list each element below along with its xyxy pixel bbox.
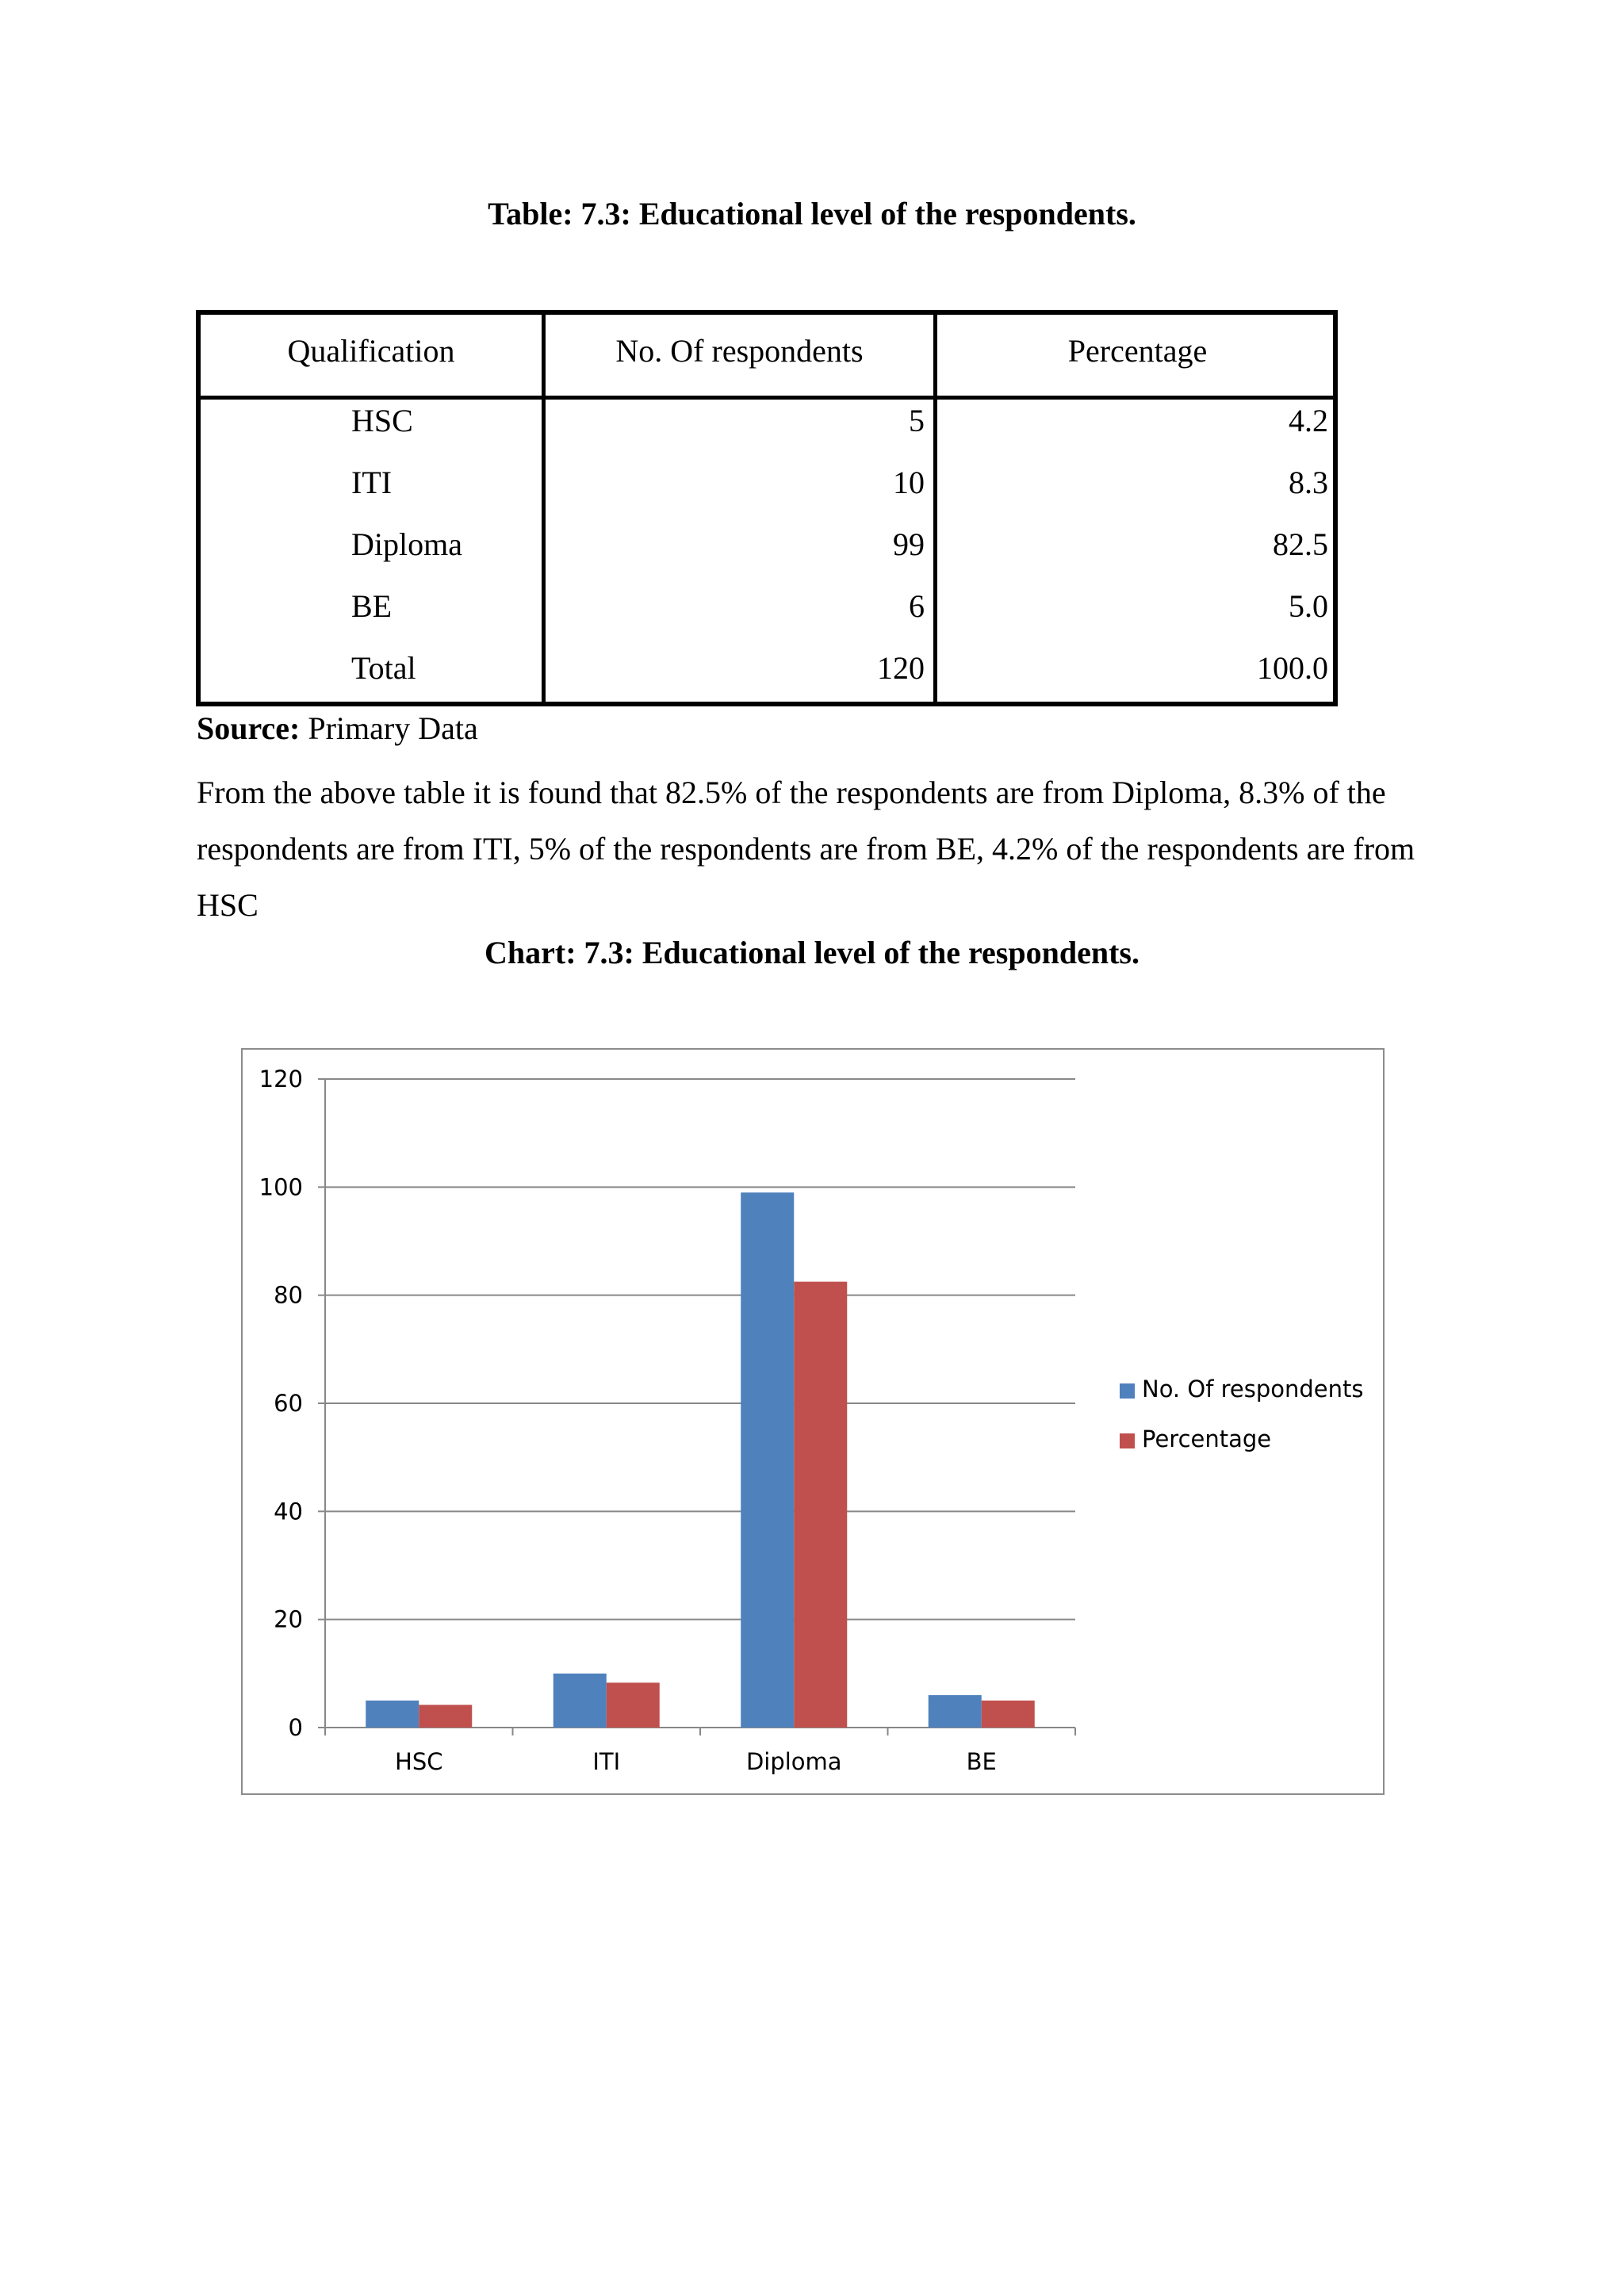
cell-qualification: BE (351, 588, 393, 624)
bar-respondents (929, 1695, 982, 1728)
bar-respondents (741, 1192, 794, 1728)
cell-respondents: 5 (909, 403, 925, 438)
cell-percentage: 100.0 (1257, 650, 1328, 686)
cell-percentage: 5.0 (1289, 588, 1328, 624)
column-divider (542, 315, 546, 702)
bar-percentage (982, 1701, 1035, 1728)
header-respondents: No. Of respondents (615, 333, 864, 369)
cell-respondents: 99 (893, 526, 925, 562)
bar-chart (243, 1050, 1383, 1793)
source-label: Source: (197, 710, 301, 746)
y-tick-label: 0 (288, 1714, 303, 1741)
bar-percentage (794, 1282, 847, 1728)
legend-swatch (1120, 1433, 1135, 1448)
summary-paragraph: From the above table it is found that 82.5% of the respondents are from Diploma, 8.3% of the respondents are from ITI, 5% of the respondents are from BE, 4.2% of the respondents are from HSC (197, 775, 1415, 923)
x-tick-label: HSC (395, 1748, 443, 1775)
chart-container (241, 1048, 1385, 1795)
source-text: Primary Data (300, 710, 478, 746)
cell-respondents: 120 (877, 650, 925, 686)
y-tick-label: 100 (259, 1173, 303, 1201)
bar-respondents (366, 1701, 419, 1728)
x-tick-label: BE (966, 1748, 997, 1775)
y-tick-label: 80 (274, 1281, 303, 1309)
cell-percentage: 82.5 (1273, 526, 1328, 562)
header-divider (201, 396, 1333, 400)
header-qualification: Qualification (287, 333, 455, 369)
chart-title: Chart: 7.3: Educational level of the respondents. (485, 935, 1139, 970)
legend-label: Percentage (1142, 1425, 1272, 1452)
cell-respondents: 6 (909, 588, 925, 624)
cell-qualification: Total (351, 650, 416, 686)
bar-respondents (553, 1674, 607, 1728)
y-tick-label: 40 (274, 1498, 303, 1525)
bar-percentage (419, 1705, 472, 1728)
legend-swatch (1120, 1383, 1135, 1399)
y-tick-label: 120 (259, 1066, 303, 1093)
data-table (196, 310, 1338, 706)
column-divider (933, 315, 937, 702)
table-title: Table: 7.3: Educational level of the respondents. (488, 196, 1136, 232)
header-percentage: Percentage (1067, 333, 1208, 369)
source-note (197, 710, 478, 747)
cell-qualification: HSC (351, 403, 413, 438)
bar-percentage (607, 1682, 660, 1728)
cell-qualification: Diploma (351, 526, 462, 562)
y-tick-label: 20 (274, 1605, 303, 1633)
x-tick-label: ITI (592, 1748, 621, 1775)
legend-label: No. Of respondents (1142, 1376, 1364, 1402)
x-tick-label: Diploma (745, 1748, 842, 1775)
y-tick-label: 60 (274, 1390, 303, 1417)
cell-qualification: ITI (351, 465, 393, 500)
cell-percentage: 8.3 (1289, 465, 1328, 500)
cell-respondents: 10 (893, 465, 925, 500)
cell-percentage: 4.2 (1289, 403, 1328, 438)
